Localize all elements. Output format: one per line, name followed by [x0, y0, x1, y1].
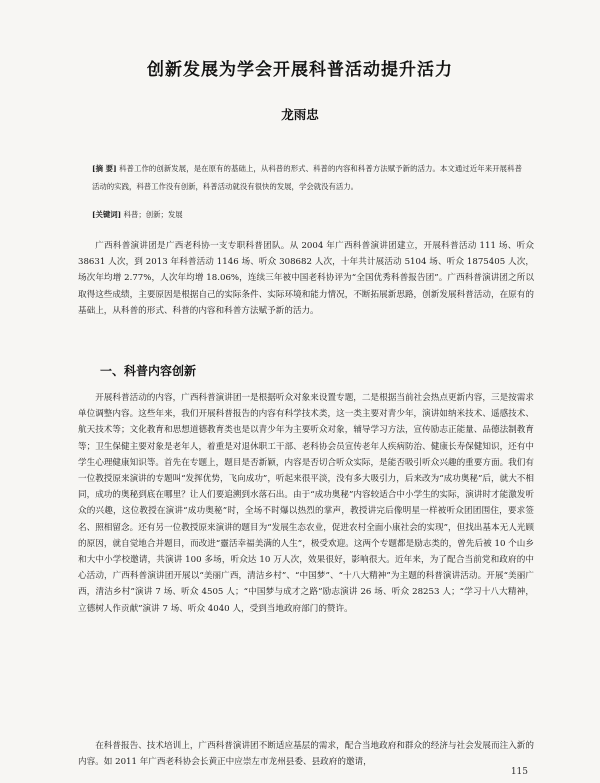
- abstract-text: 科普工作的创新发展，是在原有的基础上，从科普的形式、科普的内容和科普方法赋予新的活力。本文通过近年来开展科普活动的实践，科普工作没有创新，科普活动就没有很快的发展，学会就没有活力。: [92, 164, 522, 191]
- section-paragraph: 开展科普活动的内容，广西科普演讲团一是根据听众对象来设置专题，二是根据当前社会热点更新内容，三是按需求单位调整内容。这些年来，我们开展科普报告的内容有科学技术类，这一类主要对青少年，演讲如纳米技术、遥感技术、航天技术等；文化教育和思想道德教育类也是以青少年为主要听众对象，辅导学习方法，宣传励志正能量、品德法制教育等；卫生保健主要对象是老年人，着重是对退休职工干部、老科协会员宣传老年人疾病防治、健康长寿保健知识，还有中学生心理健康知识等。首先在专题上，题目是否新颖，内容是否切合听众实际，是能否吸引听众兴趣的重要方面。我们有一位教授原来演讲的专题叫“发挥优势，飞向成功”，听起来很平淡，没有多大吸引力，后来改为“成功奥秘”后，就大不相同，成功的奥秘到底在哪里？让人们要追溯到水落石出。由于“成功奥秘”内容较适合中小学生的实际，演讲时才能激发听众的兴趣，这位教授在演讲“成功奥秘”时，全场不时爆以热烈的掌声，教授讲完后像明星一样被听众团团围住，要求签名、照相留念。还有另一位教授原来演讲的题目为“发展生态农业，促进农村全面小康社会的实现”，但找出基本无人光顾的原因，就自觉地合并题目，而改进“靈活幸福美满的人生”，极受欢迎。这两个专题都是励志类的，曾先后被 10 个山乡和大中小学校邀请，共演讲 100 多场，听众达 10 万人次，效果很好，影响很大。近年来，为了配合当前党和政府的中心活动，广西科普演讲团开展以“美丽广西，清洁乡村”、“中国梦”、“十八大精神”为主题的科普演讲活动。开展“美丽广西，清洁乡村”演讲 7 场、听众 4505 人；“中国梦与成才之路”励志演讲 26 场、听众 28253 人；“学习十八大精神，立德树人作贡献”演讲 7 场、听众 4040 人，受到当地政府部门的赞许。: [78, 393, 534, 614]
- keywords: [92, 208, 522, 222]
- keywords-text: 科普；创新；发展: [123, 210, 183, 219]
- section-paragraph-2: 在科普报告、技术培训上，广西科普演讲团不断适应基层的需求，配合当地政府和群众的经济与社会发展而注入新的内容。如 2011 年广西老科协会长黄正中应崇左市龙州县委、县政府的邀请，: [78, 741, 534, 768]
- abstract: [92, 160, 522, 196]
- article-author: 龙雨忠: [281, 107, 319, 122]
- article-title: 创新发展为学会开展科普活动提升活力: [147, 60, 453, 80]
- intro-paragraph: 广西科普演讲团是广西老科协一支专职科普团队。从 2004 年广西科普演讲团建立，开展科普活动 111 场、听众 38631 人次，到 2013 年科普活动 1146 场、听众 308682 人次，十年共计展活动 5104 场、听众 1875405 人次，场次年均增 2.77%，人次年均增 18.06%，连续三年被中国老科协评为“全国优秀科普报告团”。广西科普演讲团之所以取得这些成绩，主要原因是根据自己的实际条件、实际环境和能力情况，不断拓展新思路，创新发展科普活动，在原有的基础上，从科普的形式、科普的内容和科普方法赋予新的活力。: [78, 241, 534, 316]
- abstract-label: [摘 要]: [92, 164, 117, 173]
- keywords-label: [关键词]: [92, 210, 122, 219]
- page-number: 115: [510, 767, 528, 777]
- section-heading: 一、科普内容创新: [100, 364, 197, 378]
